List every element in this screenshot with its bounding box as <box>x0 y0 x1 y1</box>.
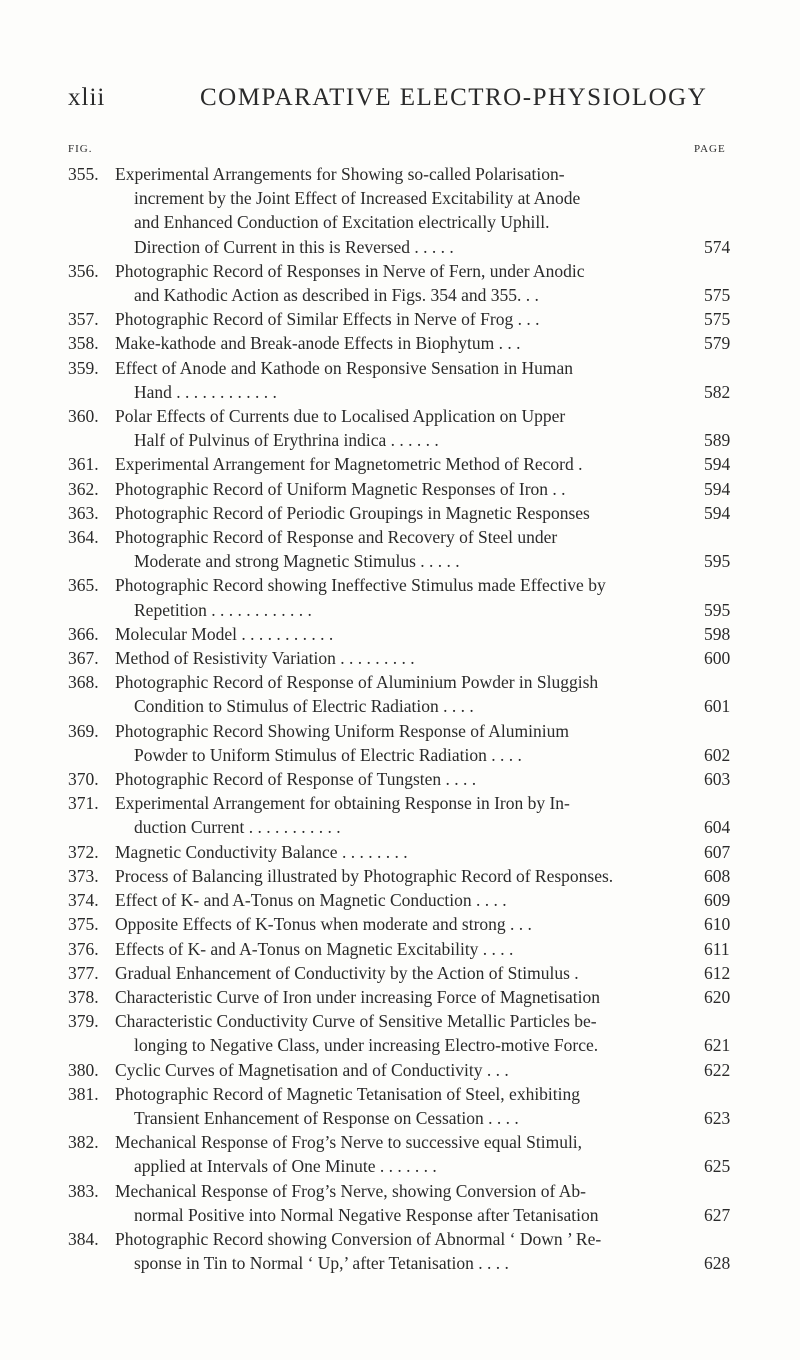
title-line: sponse in Tin to Normal ‘ Up,’ after Tetanisation . . . . <box>134 1253 509 1274</box>
page-reference: 627 <box>704 1204 731 1225</box>
figure-title <box>115 1227 694 1275</box>
figure-number: 376. <box>68 938 99 959</box>
title-line: Photographic Record Showing Uniform Response of Aluminium <box>115 720 569 741</box>
page-reference: 579 <box>704 333 731 354</box>
page-reference: 589 <box>704 430 731 451</box>
figure-number: 382. <box>68 1132 99 1153</box>
page-reference: 595 <box>704 599 731 620</box>
figure-number: 363. <box>68 502 99 523</box>
title-line: Experimental Arrangement for Magnetometric Method of Record . <box>115 454 583 475</box>
page-reference: 623 <box>704 1107 731 1128</box>
title-line: Direction of Current in this is Reversed . . . . . <box>134 236 454 257</box>
title-line: Process of Balancing illustrated by Photographic Record of Responses. <box>115 865 614 886</box>
title-line: applied at Intervals of One Minute . . . . . . . <box>134 1156 437 1177</box>
figure-title <box>115 888 694 912</box>
page-reference: 594 <box>704 454 731 475</box>
page-reference: 620 <box>704 986 731 1007</box>
title-line: Characteristic Conductivity Curve of Sensitive Metallic Particles be- <box>115 1011 597 1032</box>
figure-entry <box>68 307 740 331</box>
page-reference: 594 <box>704 502 731 523</box>
figure-title <box>115 501 694 525</box>
figure-entry <box>68 404 740 452</box>
figure-title <box>115 404 694 452</box>
figure-entry <box>68 452 740 476</box>
figure-number: 374. <box>68 890 99 911</box>
title-line: Gradual Enhancement of Conductivity by the Action of Stimulus . <box>115 962 579 983</box>
figure-entry <box>68 985 740 1009</box>
figure-entry <box>68 767 740 791</box>
title-line: Characteristic Curve of Iron under increasing Force of Magnetisation <box>115 986 600 1007</box>
figure-entry <box>68 791 740 839</box>
title-line: Photographic Record of Magnetic Tetanisation of Steel, exhibiting <box>115 1083 581 1104</box>
title-line: Powder to Uniform Stimulus of Electric Radiation . . . . <box>134 744 522 765</box>
figure-entry <box>68 840 740 864</box>
title-line: Photographic Record of Uniform Magnetic Responses of Iron . . <box>115 478 566 499</box>
title-line: Method of Resistivity Variation . . . . . . . . . <box>115 648 415 669</box>
figure-number: 375. <box>68 914 99 935</box>
figure-number: 361. <box>68 454 99 475</box>
figure-entry <box>68 1130 740 1178</box>
page-reference: 575 <box>704 309 731 330</box>
figure-title <box>115 1058 694 1082</box>
figure-entry <box>68 912 740 936</box>
title-line: duction Current . . . . . . . . . . . <box>134 817 341 838</box>
title-line: Repetition . . . . . . . . . . . . <box>134 599 312 620</box>
title-line: Make-kathode and Break-anode Effects in Biophytum . . . <box>115 333 521 354</box>
page-reference: 601 <box>704 696 731 717</box>
figure-number: 380. <box>68 1059 99 1080</box>
page-reference: 625 <box>704 1156 731 1177</box>
page-reference: 594 <box>704 478 731 499</box>
title-line: Photographic Record of Similar Effects in Nerve of Frog . . . <box>115 309 540 330</box>
figure-entry <box>68 501 740 525</box>
figure-entry <box>68 1082 740 1130</box>
figure-number: 384. <box>68 1228 99 1249</box>
figure-number: 372. <box>68 841 99 862</box>
page-reference: 608 <box>704 865 731 886</box>
figure-title <box>115 767 694 791</box>
page-reference: 574 <box>704 236 731 257</box>
figure-title <box>115 622 694 646</box>
figure-entry <box>68 1009 740 1057</box>
figure-entry <box>68 1227 740 1275</box>
title-line: longing to Negative Class, under increasing Electro-motive Force. <box>134 1035 599 1056</box>
title-line: Effect of Anode and Kathode on Responsive Sensation in Human <box>115 357 573 378</box>
figure-entry <box>68 525 740 573</box>
figure-number: 367. <box>68 648 99 669</box>
page-reference: 582 <box>704 381 731 402</box>
figure-title <box>115 477 694 501</box>
title-line: and Kathodic Action as described in Figs. 354 and 355. . . <box>134 285 539 306</box>
figure-title <box>115 307 694 331</box>
figure-title <box>115 719 694 767</box>
title-line: Effects of K- and A-Tonus on Magnetic Excitability . . . . <box>115 938 514 959</box>
title-line: Hand . . . . . . . . . . . . <box>134 381 277 402</box>
figure-title <box>115 937 694 961</box>
title-line: increment by the Joint Effect of Increased Excitability at Anode <box>134 188 581 209</box>
title-line: Effect of K- and A-Tonus on Magnetic Conduction . . . . <box>115 890 507 911</box>
page-reference: 603 <box>704 769 731 790</box>
figure-number: 368. <box>68 672 99 693</box>
figure-title <box>115 985 694 1009</box>
page-reference: 575 <box>704 285 731 306</box>
page-reference: 602 <box>704 744 731 765</box>
page-reference: 628 <box>704 1253 731 1274</box>
figure-number: 373. <box>68 865 99 886</box>
title-line: Polar Effects of Currents due to Localised Application on Upper <box>115 406 566 427</box>
figure-title <box>115 864 694 888</box>
page-reference: 609 <box>704 890 731 911</box>
title-line: Photographic Record of Response and Recovery of Steel under <box>115 527 558 548</box>
page-reference: 600 <box>704 648 731 669</box>
title-line: Photographic Record of Response of Tungsten . . . . <box>115 769 477 790</box>
title-line: Transient Enhancement of Response on Cessation . . . . <box>134 1107 519 1128</box>
title-line: Mechanical Response of Frog’s Nerve, showing Conversion of Ab- <box>115 1180 586 1201</box>
figure-title <box>115 573 694 621</box>
title-line: Mechanical Response of Frog’s Nerve to successive equal Stimuli, <box>115 1132 583 1153</box>
figure-entry <box>68 888 740 912</box>
figure-title <box>115 1179 694 1227</box>
figure-title <box>115 162 694 259</box>
page-column-heading: PAGE <box>694 143 726 155</box>
figure-entry <box>68 622 740 646</box>
page-reference: 598 <box>704 623 731 644</box>
title-line: Half of Pulvinus of Erythrina indica . . . . . . <box>134 430 439 451</box>
figure-number: 378. <box>68 986 99 1007</box>
figure-number: 359. <box>68 357 99 378</box>
figure-number: 356. <box>68 260 99 281</box>
figure-number: 371. <box>68 793 99 814</box>
figure-title <box>115 331 694 355</box>
title-line: Photographic Record of Responses in Nerve of Fern, under Anodic <box>115 260 585 281</box>
figure-entry <box>68 477 740 501</box>
title-line: and Enhanced Conduction of Excitation electrically Uphill. <box>134 212 550 233</box>
figure-entry <box>68 1179 740 1227</box>
figure-entry <box>68 646 740 670</box>
figure-entry <box>68 331 740 355</box>
title-line: Experimental Arrangement for obtaining Response in Iron by In- <box>115 793 570 814</box>
page-reference: 622 <box>704 1059 731 1080</box>
figure-title <box>115 356 694 404</box>
figure-title <box>115 1009 694 1057</box>
title-line: Cyclic Curves of Magnetisation and of Conductivity . . . <box>115 1059 509 1080</box>
figure-entry <box>68 864 740 888</box>
figure-entry <box>68 961 740 985</box>
figure-entry <box>68 356 740 404</box>
figure-number: 358. <box>68 333 99 354</box>
figure-number: 366. <box>68 623 99 644</box>
title-line: normal Positive into Normal Negative Response after Tetanisation <box>134 1204 599 1225</box>
figure-number: 369. <box>68 720 99 741</box>
figure-title <box>115 1130 694 1178</box>
title-line: Photographic Record showing Ineffective Stimulus made Effective by <box>115 575 606 596</box>
title-line: Magnetic Conductivity Balance . . . . . . . . <box>115 841 408 862</box>
figure-entry <box>68 1058 740 1082</box>
page-reference: 607 <box>704 841 731 862</box>
figure-title <box>115 1082 694 1130</box>
figure-title <box>115 452 694 476</box>
figure-number: 383. <box>68 1180 99 1201</box>
figure-number: 364. <box>68 527 99 548</box>
figure-number: 360. <box>68 406 99 427</box>
figure-title <box>115 791 694 839</box>
figure-number: 357. <box>68 309 99 330</box>
title-line: Experimental Arrangements for Showing so-called Polarisation- <box>115 164 565 184</box>
figure-number: 365. <box>68 575 99 596</box>
title-line: Opposite Effects of K-Tonus when moderate and strong . . . <box>115 914 532 935</box>
figure-number: 377. <box>68 962 99 983</box>
figure-title <box>115 912 694 936</box>
running-header <box>68 84 738 124</box>
fig-column-heading: FIG. <box>68 143 93 155</box>
figure-title <box>115 670 694 718</box>
figure-title <box>115 961 694 985</box>
figure-title <box>115 840 694 864</box>
title-line: Photographic Record showing Conversion of Abnormal ‘ Down ’ Re- <box>115 1228 602 1249</box>
figure-list <box>68 162 740 1275</box>
page-reference: 604 <box>704 817 731 838</box>
figure-title <box>115 525 694 573</box>
page-number: xlii <box>68 84 106 111</box>
title-line: Photographic Record of Periodic Groupings in Magnetic Responses <box>115 502 590 523</box>
figure-title <box>115 646 694 670</box>
figure-entry <box>68 719 740 767</box>
page-reference: 610 <box>704 914 731 935</box>
title-line: Condition to Stimulus of Electric Radiation . . . . <box>134 696 474 717</box>
figure-title <box>115 259 694 307</box>
page-reference: 621 <box>704 1035 731 1056</box>
figure-entry <box>68 937 740 961</box>
figure-number: 355. <box>68 164 99 184</box>
figure-entry <box>68 670 740 718</box>
figure-number: 370. <box>68 769 99 790</box>
figure-number: 381. <box>68 1083 99 1104</box>
page-reference: 595 <box>704 551 731 572</box>
title-line: Photographic Record of Response of Aluminium Powder in Sluggish <box>115 672 599 693</box>
title-line: Moderate and strong Magnetic Stimulus . . . . . <box>134 551 460 572</box>
page-reference: 612 <box>704 962 731 983</box>
figure-entry <box>68 573 740 621</box>
figure-entry <box>68 162 740 259</box>
figure-entry <box>68 259 740 307</box>
page-reference: 611 <box>704 938 730 959</box>
figure-number: 379. <box>68 1011 99 1032</box>
running-title: COMPARATIVE ELECTRO-PHYSIOLOGY <box>200 84 708 111</box>
figure-number: 362. <box>68 478 99 499</box>
title-line: Molecular Model . . . . . . . . . . . <box>115 623 334 644</box>
